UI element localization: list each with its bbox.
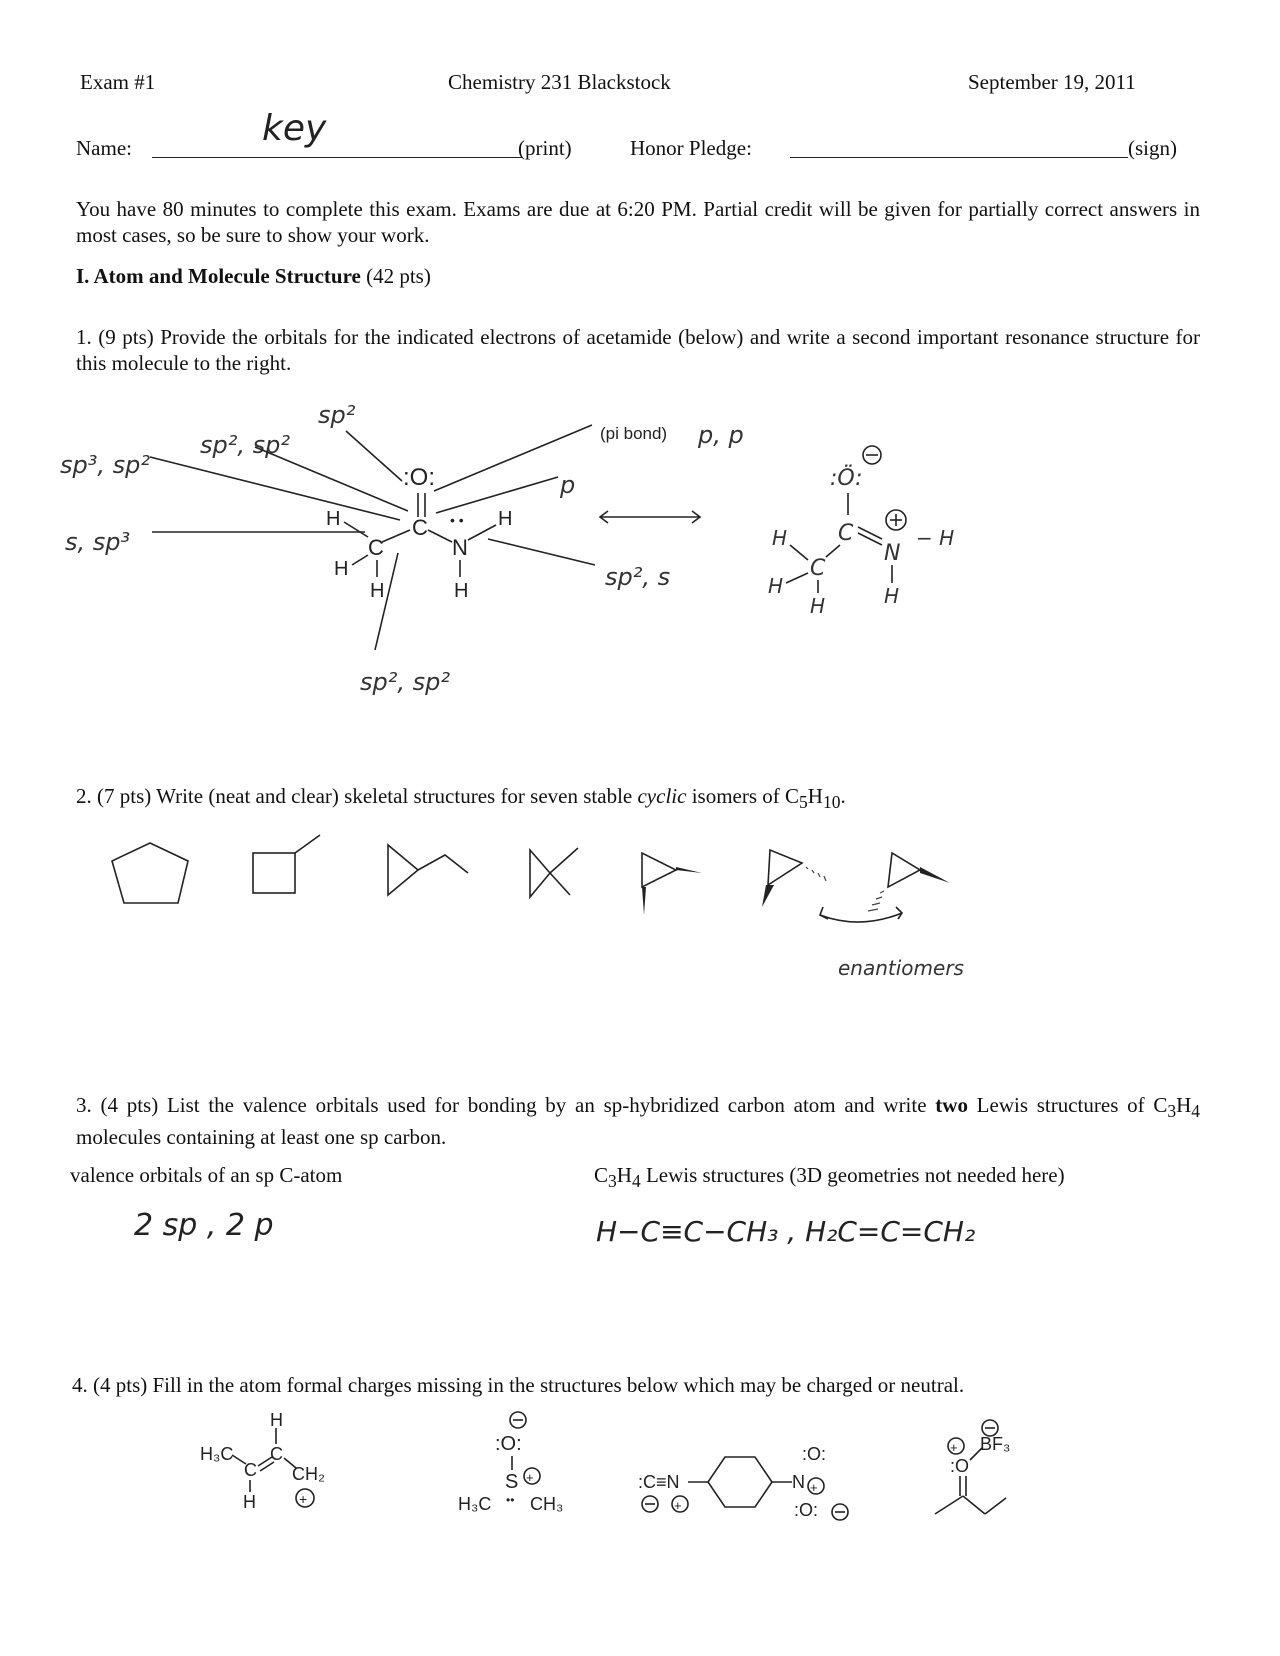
svg-text:H: H bbox=[454, 580, 469, 602]
q3-answer-orbitals: 2 sp , 2 p bbox=[134, 1208, 274, 1243]
q4-text: Fill in the atom formal charges missing in the structures below which may be charged or neutral. bbox=[152, 1373, 965, 1397]
q3-text-a: List the valence orbitals used for bonding by an sp-hybridized carbon atom and write bbox=[166, 1093, 936, 1117]
svg-text::O:: :O: bbox=[403, 464, 436, 491]
svg-text:H: H bbox=[772, 526, 788, 550]
cis-dimethylcyclopropane bbox=[642, 853, 702, 915]
answer-s-sp3: s, sp³ bbox=[65, 528, 131, 556]
svg-text:H: H bbox=[768, 574, 784, 598]
ethylcyclopropane bbox=[388, 845, 468, 895]
dmso bbox=[458, 1412, 563, 1514]
resonance-structure bbox=[768, 446, 954, 618]
q3-h: H bbox=[1176, 1093, 1192, 1117]
answer-sp3-sp2: sp³, sp² bbox=[60, 451, 150, 479]
svg-text:+: + bbox=[950, 1440, 958, 1455]
section-title bbox=[76, 264, 431, 289]
name-value: key bbox=[262, 108, 327, 149]
q4-number: 4. bbox=[72, 1373, 88, 1397]
question-3 bbox=[76, 1092, 1200, 1150]
svg-text::O:: :O: bbox=[802, 1444, 827, 1464]
q2-number: 2. bbox=[76, 784, 92, 808]
q3-number: 3. bbox=[76, 1093, 92, 1117]
q3-col2-sub3: 3 bbox=[608, 1171, 617, 1192]
q2-text-em: cyclic bbox=[637, 784, 687, 808]
q1-text: Provide the orbitals for the indicated electrons of acetamide (below) and write a second important resonance structure for this molecule to the right. bbox=[76, 325, 1201, 375]
dimethylcyclopropane-11 bbox=[530, 848, 578, 897]
section-title-text: I. Atom and Molecule Structure bbox=[76, 264, 361, 288]
section-points: (42 pts) bbox=[366, 264, 431, 288]
svg-text:H: H bbox=[334, 558, 349, 580]
svg-text:H: H bbox=[270, 1410, 283, 1430]
question-2 bbox=[76, 784, 846, 813]
svg-text:C: C bbox=[838, 521, 854, 546]
svg-text:• •: • • bbox=[450, 512, 464, 528]
acetamide-diagram bbox=[40, 385, 1000, 730]
svg-text:N: N bbox=[884, 541, 901, 566]
svg-text::O:: :O: bbox=[794, 1500, 819, 1520]
svg-text::C≡N: :C≡N bbox=[638, 1472, 680, 1492]
svg-text:••: •• bbox=[506, 1493, 515, 1507]
q3-text-bold: two bbox=[935, 1093, 968, 1117]
acetamide-structure bbox=[326, 464, 512, 602]
svg-text:C: C bbox=[244, 1460, 257, 1480]
svg-text:N: N bbox=[792, 1472, 805, 1492]
answer-sp2-sp2-bottom: sp², sp² bbox=[360, 668, 450, 696]
svg-text:C: C bbox=[368, 535, 384, 560]
q3-col2-label: $C_3H_4$ Lewis structures (3D geometries not needed here) bbox=[594, 1163, 1065, 1192]
q2-sub10: 10 bbox=[822, 792, 841, 813]
q3-col1-label: valence orbitals of an sp C-atom bbox=[70, 1163, 343, 1187]
q3-answer-lewis: H−C≡C−CH₃ , H₂C=C=CH₂ bbox=[596, 1215, 976, 1248]
svg-text:+: + bbox=[810, 1480, 818, 1495]
cyclic-isomers bbox=[90, 815, 1050, 990]
svg-text:− H: − H bbox=[916, 526, 955, 550]
enantiomers-note: enantiomers bbox=[838, 956, 964, 980]
q1-number: 1. bbox=[76, 325, 92, 349]
svg-text:S: S bbox=[505, 1471, 519, 1493]
pi-bond-label: (pi bond) bbox=[600, 424, 668, 443]
svg-text:+: + bbox=[299, 1491, 308, 1507]
question-1 bbox=[76, 324, 1200, 376]
svg-text:H₃C: H₃C bbox=[458, 1494, 492, 1514]
q2-text-b: isomers of C bbox=[686, 784, 800, 808]
answer-p-p: p, p bbox=[698, 421, 744, 449]
pledge-label: Honor Pledge: bbox=[630, 136, 752, 160]
q3-col2-tail: Lewis structures (3D geometries not needed here) bbox=[640, 1163, 1065, 1187]
q2-sub5: 5 bbox=[799, 792, 808, 813]
answer-sp2-sp2-top: sp², sp² bbox=[200, 431, 290, 459]
svg-text:H: H bbox=[498, 508, 513, 530]
svg-text:H: H bbox=[810, 594, 826, 618]
name-label: Name: bbox=[76, 136, 132, 160]
svg-text:CH₂: CH₂ bbox=[292, 1464, 325, 1484]
exam-date: September 19, 2011 bbox=[968, 70, 1136, 94]
print-label: (print) bbox=[518, 136, 572, 160]
q3-sub4: 4 bbox=[1191, 1101, 1201, 1122]
q2-h: H bbox=[807, 784, 823, 808]
svg-text:H: H bbox=[370, 580, 385, 602]
question-4 bbox=[72, 1373, 964, 1398]
answer-sp2-oxygen: sp² bbox=[318, 401, 356, 429]
q2-points: (7 pts) bbox=[97, 784, 152, 808]
svg-text:+: + bbox=[674, 1498, 682, 1513]
nitro-isocyanide bbox=[638, 1444, 848, 1520]
svg-text:H: H bbox=[243, 1492, 256, 1512]
svg-text:CH₃: CH₃ bbox=[530, 1494, 564, 1514]
trans-dimethylcyclopropane-a bbox=[762, 850, 826, 907]
q3-text-b: Lewis structures of C bbox=[967, 1093, 1168, 1117]
svg-text:C: C bbox=[412, 515, 428, 540]
answer-p: p bbox=[560, 471, 576, 499]
enantiomer-arrow bbox=[820, 913, 902, 922]
svg-text:N: N bbox=[452, 535, 468, 560]
cyclopentane bbox=[112, 843, 188, 903]
q1-points: (9 pts) bbox=[98, 325, 154, 349]
formal-charge-structures bbox=[180, 1400, 1080, 1530]
answer-sp2-s: sp², s bbox=[605, 563, 671, 591]
methylcyclobutane bbox=[253, 835, 320, 893]
svg-text:C: C bbox=[810, 556, 826, 581]
svg-text:+: + bbox=[526, 1470, 534, 1485]
svg-text::O:: :O: bbox=[495, 1433, 522, 1455]
svg-text:C: C bbox=[270, 1444, 283, 1464]
q3-points: (4 pts) bbox=[100, 1093, 159, 1117]
q2-period: . bbox=[840, 784, 846, 808]
q3-col2-h: H bbox=[616, 1163, 632, 1187]
q3-text-c: molecules containing at least one sp carbon. bbox=[76, 1125, 447, 1150]
trans-dimethylcyclopropane-b bbox=[868, 853, 950, 911]
q4-points: (4 pts) bbox=[93, 1373, 148, 1397]
sign-label: (sign) bbox=[1128, 136, 1177, 160]
course-title: Chemistry 231 Blackstock bbox=[448, 70, 671, 94]
pledge-line bbox=[790, 157, 1128, 158]
q3-sub3: 3 bbox=[1167, 1101, 1177, 1122]
svg-text:H: H bbox=[326, 508, 341, 530]
exam-number: Exam #1 bbox=[80, 70, 156, 94]
name-line bbox=[152, 157, 522, 158]
allyl-cation bbox=[200, 1410, 325, 1512]
svg-text::O: :O bbox=[950, 1456, 970, 1476]
svg-text:BF₃: BF₃ bbox=[980, 1434, 1011, 1454]
svg-text:H₃C: H₃C bbox=[200, 1444, 234, 1464]
svg-text::Ö:: :Ö: bbox=[830, 466, 863, 491]
ketone-bf3-complex bbox=[935, 1420, 1010, 1514]
instructions: You have 80 minutes to complete this exam. Exams are due at 6:20 PM. Partial credit will be given for partially correct answers in most cases, so be sure to show your work. bbox=[76, 197, 1200, 247]
svg-text:H: H bbox=[884, 584, 900, 608]
q2-text-a: Write (neat and clear) skeletal structures for seven stable bbox=[156, 784, 638, 808]
q3-col2-sub4: 4 bbox=[631, 1171, 641, 1192]
